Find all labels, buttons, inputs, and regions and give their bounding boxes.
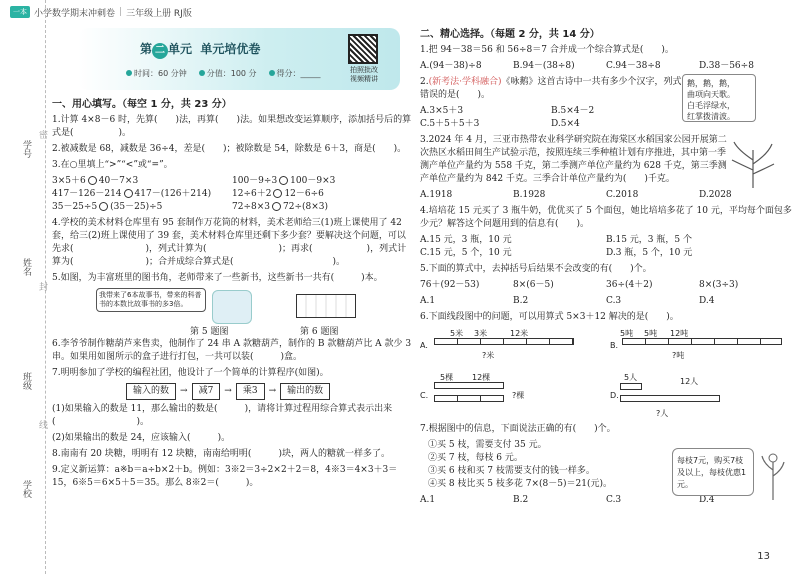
question-1-5: 5.如图，为丰富班里的图书角，老师带来了一些新书，这些新书一共有( )本。 <box>52 273 383 283</box>
option-a[interactable]: A.1918 <box>420 190 453 200</box>
school-label: 学校 <box>21 480 31 498</box>
seal-char: 封 <box>37 282 47 291</box>
part1-title: 一、用心填写。（每空 1 分，共 23 分） <box>52 99 232 110</box>
option-d[interactable]: D.4 <box>699 296 715 306</box>
option-b[interactable]: B.94－(38÷8) <box>513 61 575 71</box>
option-d[interactable]: D.4 <box>699 495 715 505</box>
question-2-6: 6.下面线段图中的问题，可以用算式 5×3＋12 解决的是( )。 <box>420 312 679 322</box>
option-a[interactable]: A.(94－38)÷8 <box>420 61 482 71</box>
option-b[interactable]: B.2 <box>513 296 529 306</box>
segment-diagrams: A. 5米 3米 12米 ?米 B. 5吨 5吨 12吨 ?吨 C. 5棵 12棵 ?棵 D. 5人 12人 ?人 <box>420 327 792 423</box>
option-d[interactable]: D.5×4 <box>551 119 580 129</box>
segment-bar-d1 <box>620 383 642 390</box>
answer-circle[interactable] <box>124 189 133 198</box>
exam-meta <box>126 68 321 79</box>
question-1-7a: (1)如果输入的数是 11，那么输出的数是( )，请将计算过程用综合算式表示出来( )。 <box>52 404 393 427</box>
seal-char: 密 <box>37 130 47 139</box>
figure-5-caption: 第 5 题图 <box>190 327 229 337</box>
option-c[interactable]: C.2018 <box>606 190 639 200</box>
student-id-label: 学号 <box>21 140 31 158</box>
unit-number: 二 <box>152 43 168 59</box>
question-1-4: 4.学校的美术材料仓库里有 95 套制作万花筒的材料，美术老师给三(1)班上课使用了 42 套，给三(2)班上课使用了 39 套，美术材料仓库里还剩下多少套？要解决这个问题，可以先求( )，列式计算为( )；再求( )，列式计算为( )；合并成综合算式是( )。 <box>52 218 407 267</box>
option-b[interactable]: B.15 元，3 瓶，5 个 <box>606 235 692 245</box>
question-2-5: 5.下面的算式中，去掉括号后结果不会改变的有( )个。 <box>420 264 652 274</box>
rice-plant-icon <box>728 140 778 188</box>
time-info: 时间：60 分钟 <box>126 68 187 79</box>
option-b[interactable]: B.1928 <box>513 190 546 200</box>
question-2-3: 3.2024 年 4 月，三亚市热带农业科学研究院在海棠区水稻国家公园开展第二次热区水稻田间生产试验示范，按照连续三季种植计划有序推进，其中第一季测产单位产量约为 558 千克，第二季测产单位产量约为 628 千克，第三季测产单位产量约为 842 千克。三季合计单位产量约为( )千克。 <box>420 135 727 184</box>
segment-bar-c1 <box>434 382 504 389</box>
q2-2-options <box>420 105 682 131</box>
flow-times3: 乘3 <box>236 383 265 400</box>
qr-label: 拍照批改 视频精讲 <box>350 66 378 83</box>
question-1-3: 3.在○里填上“>”“<”或“=”。 <box>52 160 173 170</box>
option-c[interactable]: C.94－38÷8 <box>606 61 661 71</box>
segment-bar-a <box>434 338 574 345</box>
part1-section <box>52 98 412 493</box>
option-b[interactable]: B.2 <box>513 495 529 505</box>
option-d[interactable]: D.38－56÷8 <box>699 61 754 71</box>
question-1-8: 8.南南有 20 块糖，明明有 12 块糖，南南给明明( )块，两人的糖就一样多了。 <box>52 449 390 459</box>
figures-5-6 <box>52 288 412 338</box>
option-b[interactable]: B.5×4－2 <box>551 106 595 116</box>
top-bar: 一本 小学数学期末冲刺卷 | 三年级上册 RJ版 <box>10 4 192 20</box>
answer-circle[interactable] <box>99 202 108 211</box>
option-c[interactable]: C.3 <box>606 296 622 306</box>
figure-6-caption: 第 6 题图 <box>300 327 339 337</box>
option-d[interactable]: D.2028 <box>699 190 732 200</box>
binding-margin <box>0 0 46 574</box>
question-2-7: 7.根据图中的信息，下面说法正确的有( )个。 <box>420 424 616 434</box>
question-1-2: 2.被减数是 68，减数是 36÷4，差是( )；被除数是 54，除数是 6＋3，商是( )。 <box>52 144 407 154</box>
qr-code[interactable] <box>348 34 378 64</box>
flow-minus7: 减7 <box>192 383 221 400</box>
name-label: 姓名 <box>21 258 31 276</box>
poem-card: 鹅，鹅，鹅， 曲项向天歌。 白毛浮绿水， 红掌拨清波。 <box>682 74 756 122</box>
option-d[interactable]: D.3 瓶，5 个，10 元 <box>606 248 693 258</box>
option-a[interactable]: A.1 <box>420 296 436 306</box>
seal-char: 线 <box>37 420 47 429</box>
q2-5-expressions: 76＋(92－53) 8×(6－5) 36÷(4＋2) 8×(3÷3) <box>420 280 739 290</box>
answer-circle[interactable] <box>272 202 281 211</box>
q2-1-options <box>420 60 792 73</box>
flow-input: 输入的数 <box>126 383 176 400</box>
class-label: 班级 <box>21 372 31 390</box>
question-1-6: 6.李爷爷制作糖葫芦来售卖，他制作了 24 串 A 款糖葫芦，制作的 B 款糖葫芦比 A 款少 3 串。如果用如图所示的盒子进行打包，一共可以装( )盒。 <box>52 339 412 362</box>
question-1-1: 1.计算 4×8－6 时，先算( )法，再算( )法。如果想改变运算顺序，添加括号后的算式是( )。 <box>52 115 412 138</box>
brand-logo: 一本 <box>10 6 30 18</box>
segment-bar-d2 <box>620 395 720 402</box>
option-a[interactable]: A.1 <box>420 495 436 505</box>
grade-label: 三年级上册 RJ版 <box>126 8 192 19</box>
page-number: 13 <box>757 551 770 562</box>
segment-bar-b <box>622 338 782 345</box>
speech-bubble: 我带来了6本故事书，带来的科普书的本数比故事书的多3倍。 <box>96 288 206 312</box>
question-1-7b: (2)如果输出的数是 24，应该输入( )。 <box>52 433 231 443</box>
segment-bar-c2 <box>434 395 504 402</box>
part2-title: 二、精心选择。（每题 2 分，共 14 分） <box>420 29 600 40</box>
q2-4-options <box>420 234 792 260</box>
question-2-2: 2.(新考法·学科融合)《咏鹅》这首古诗中一共有多少个汉字，列式错误的是( )。 <box>420 77 682 100</box>
answer-circle[interactable] <box>88 176 97 185</box>
q2-5-options <box>420 295 792 308</box>
teacher-icon <box>212 290 252 324</box>
new-method-tag: (新考法·学科融合) <box>428 77 502 87</box>
program-flow: 输入的数 → 减7 → 乘3 → 输出的数 <box>52 383 412 400</box>
option-a[interactable]: A.3×5＋3 <box>420 106 464 116</box>
option-c[interactable]: C.15 元，5 个，10 元 <box>420 248 512 258</box>
flower-icon <box>758 450 788 500</box>
option-c[interactable]: C.5＋5＋5＋3 <box>420 119 480 129</box>
option-c[interactable]: C.3 <box>606 495 622 505</box>
flow-output: 输出的数 <box>280 383 330 400</box>
brand-name: 小学数学期末冲刺卷 <box>34 8 116 19</box>
price-note: 每枝7元，购买7枝及以上，每枝优惠1元。 <box>672 448 754 496</box>
compare-grid: 3×5＋6 40－7×3 100－9÷3 100－9×3 417－126－214 417－(126＋214) 12÷6＋2 12－6÷6 35－25÷5 (35－25)÷5 72÷8×3 72÷(8×3) <box>52 176 336 212</box>
answer-circle[interactable] <box>279 176 288 185</box>
question-1-9: 9.定义新运算：a※b＝a÷b×2＋b。例如：3※2＝3÷2×2＋2＝8，4※3＝4×3＋3＝15，6※5＝6×5＋5＝35。那么 8※2＝( )。 <box>52 465 398 488</box>
q2-3-options <box>420 189 792 202</box>
answer-circle[interactable] <box>273 189 282 198</box>
got-score: 得分：_____ <box>269 68 321 79</box>
unit-title: 第 二 单元 单元培优卷 <box>140 40 260 59</box>
q2-7-statements: ①买 5 枝，需要支付 35 元。 ②买 7 枝，每枝 6 元。 ③买 6 枝和买 7 枝需要支付的钱一样多。 ④买 8 枝比买 5 枝多花 7×(8－5)＝21(元)。 <box>428 440 612 489</box>
question-1-7: 7.明明参加了学校的编程社团，他设计了一个简单的计算程序(如图)。 <box>52 368 329 378</box>
option-a[interactable]: A.15 元，3 瓶，10 元 <box>420 235 512 245</box>
score-info: 分值：100 分 <box>199 68 257 79</box>
gift-box-icon <box>296 294 356 318</box>
question-2-1: 1.把 94－38＝56 和 56÷8＝7 合并成一个综合算式是( )。 <box>420 45 674 55</box>
question-2-4: 4.培培花 15 元买了 3 瓶牛奶，优优买了 5 个面包，她比培培多花了 10 元，平均每个面包多少元？解答这个问题用到的信息有( )。 <box>420 206 792 229</box>
